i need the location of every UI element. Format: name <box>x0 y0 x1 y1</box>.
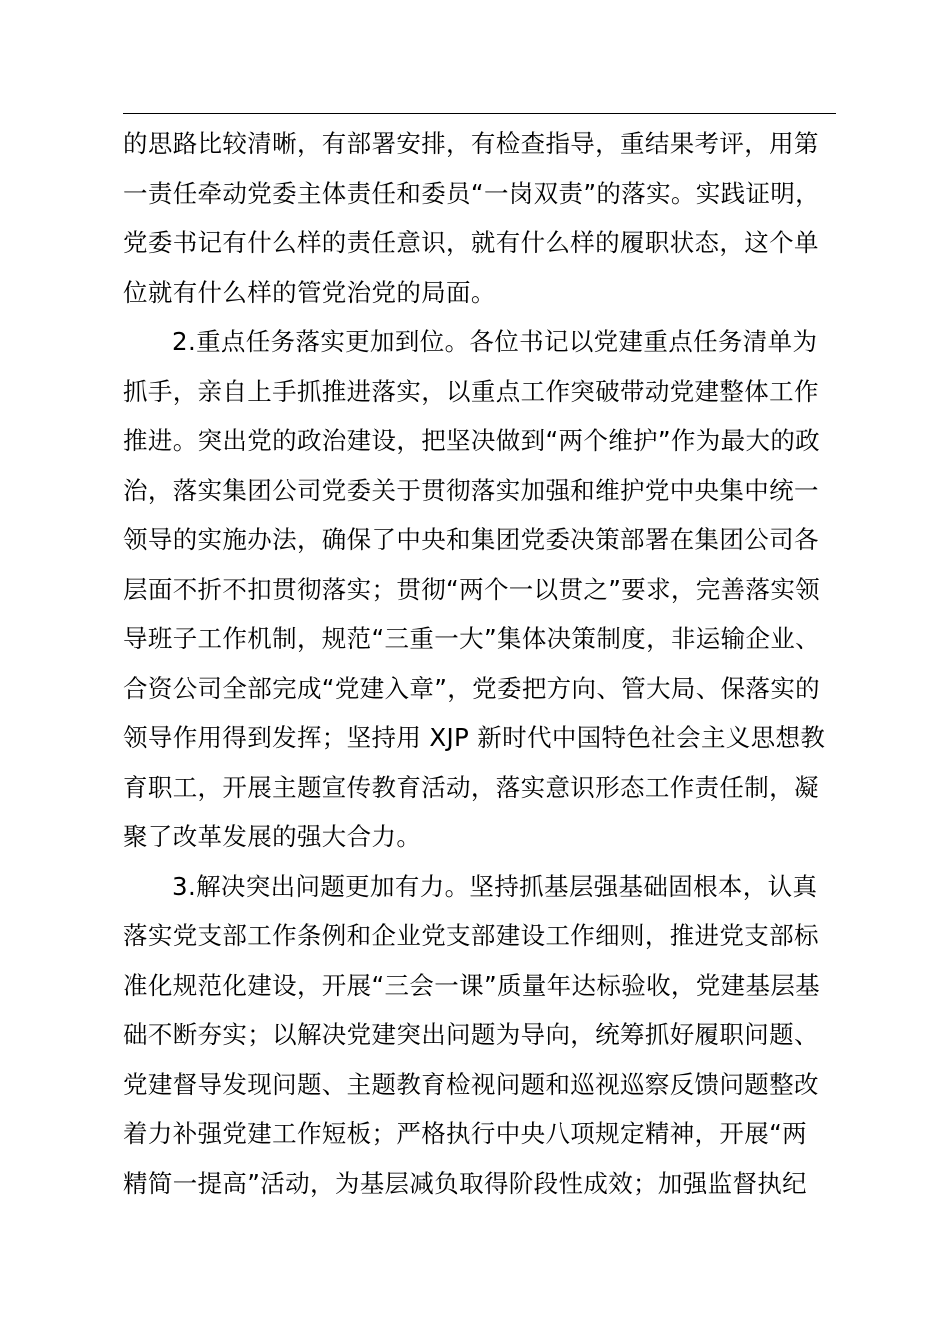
body-text <box>123 119 839 1208</box>
paragraph-2-heading-line: 2.重点任务落实更加到位。各位书记以党建重点任务清单为 <box>172 327 818 356</box>
text-line: 一责任牵动党委主体责任和委员“一岗双责”的落实。实践证明， <box>123 178 821 208</box>
text-line: 准化规范化建设，开展“三会一课”质量年达标验收，党建基层基 <box>123 970 821 1000</box>
text-line: 抓手，亲自上手抓推进落实，以重点工作突破带动党建整体工作 <box>123 376 819 406</box>
text-line: 聚了改革发展的强大合力。 <box>123 822 422 851</box>
text-line: 导班子工作机制，规范“三重一大”集体决策制度，非运输企业、 <box>123 624 821 653</box>
text-line: 着力补强党建工作短板；严格执行中央八项规定精神，开展“两 <box>123 1119 807 1148</box>
text-line: 党委书记有什么样的责任意识，就有什么样的履职状态，这个单 <box>123 228 819 257</box>
text-line: 党建督导发现问题、主题教育检视问题和巡视巡察反馈问题整改 <box>123 1069 819 1099</box>
text-line: 精简一提高”活动，为基层减负取得阶段性成效；加强监督执纪 <box>123 1168 807 1198</box>
text-line: 层面不折不扣贯彻落实；贯彻“两个一以贯之”要求，完善落实领 <box>123 574 821 604</box>
text-line: 础不断夯实；以解决党建突出问题为导向，统筹抓好履职问题、 <box>123 1020 819 1049</box>
text-line: 的思路比较清晰，有部署安排，有检查指导，重结果考评，用第 <box>123 129 819 158</box>
text-line: 领导的实施办法，确保了中央和集团党委决策部署在集团公司各 <box>123 525 819 554</box>
header-rule <box>123 113 836 114</box>
paragraph-3-heading-line: 3.解决突出问题更加有力。坚持抓基层强基础固根本，认真 <box>172 871 818 901</box>
text-line: 推进。突出党的政治建设，把坚决做到“两个维护”作为最大的政 <box>123 426 821 455</box>
text-line: 育职工，开展主题宣传教育活动，落实意识形态工作责任制，凝 <box>123 772 819 802</box>
text-line: 合资公司全部完成“党建入章”，党委把方向、管大局、保落实的 <box>123 673 821 703</box>
text-line: 治，落实集团公司党委关于贯彻落实加强和维护党中央集中统一 <box>123 475 819 505</box>
text-line: 位就有什么样的管党治党的局面。 <box>123 277 496 307</box>
text-line: 领导作用得到发挥；坚持用 XJP 新时代中国特色社会主义思想教 <box>123 723 826 752</box>
text-line: 落实党支部工作条例和企业党支部建设工作细则，推进党支部标 <box>123 921 819 950</box>
